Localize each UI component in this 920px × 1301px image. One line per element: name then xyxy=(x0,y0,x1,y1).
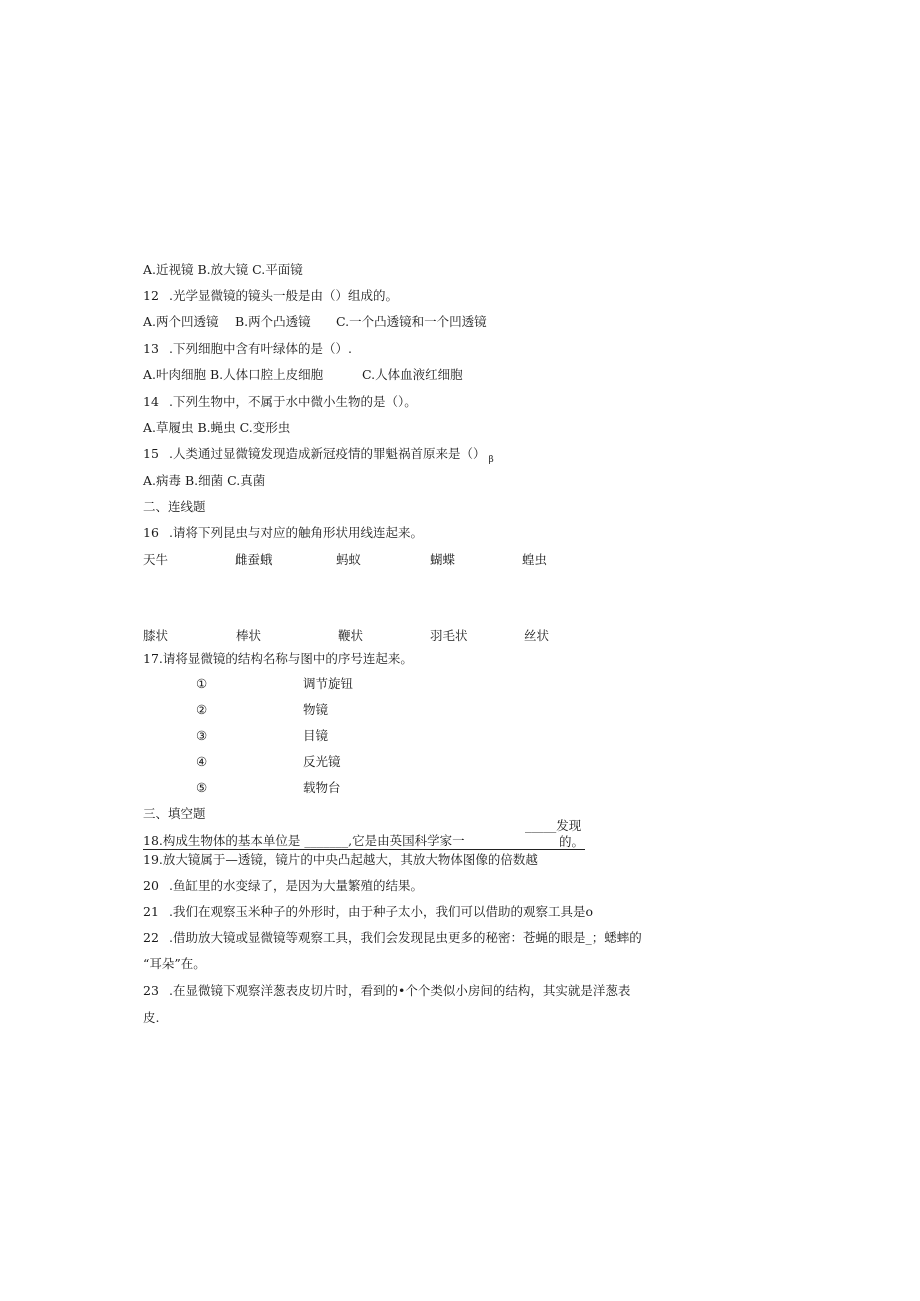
question-23-continued: 皮. xyxy=(143,1010,160,1025)
q17-part: 调节旋钮 xyxy=(303,676,354,691)
question-number: 20 xyxy=(143,878,159,893)
question-number: 13 xyxy=(143,341,159,356)
q17-part: 物镜 xyxy=(303,702,329,717)
q18-right-top: _____发现 xyxy=(525,818,582,833)
section-3-heading: 三、填空题 xyxy=(143,806,206,821)
question-text: .人类通过显微镜发现造成新冠疫情的罪魁祸首原来是（） xyxy=(169,446,486,461)
question-number: 21 xyxy=(143,904,159,919)
antenna-shape: 羽毛状 xyxy=(430,628,468,643)
question-19: 19.放大镜属于—透镜，镜片的中央凸起越大，其放大物体图像的倍数越 xyxy=(143,852,538,867)
question-15 xyxy=(143,446,494,468)
question-text: .借助放大镜或显微镜等观察工具，我们会发现昆虫更多的秘密：苍蝇的眼是_；蟋蟀的 xyxy=(169,930,642,945)
q17-number: ④ xyxy=(196,754,208,769)
question-text: .在显微镜下观察洋葱表皮切片时，看到的•个个类似小房间的结构，其实就是洋葱表 xyxy=(169,983,631,998)
insect-item: 天牛 xyxy=(143,552,169,567)
question-18: 18.构成生物体的基本单位是 _______,它是由英国科学家一 xyxy=(143,833,465,848)
q17-number: ② xyxy=(196,702,208,717)
q15-options: A.病毒 B.细菌 C.真菌 xyxy=(143,473,266,488)
q17-number: ① xyxy=(196,676,208,691)
stray-mark: β xyxy=(488,454,494,465)
question-text: .请将下列昆虫与对应的触角形状用线连起来。 xyxy=(169,525,423,540)
q12-option-a: A.两个凹透镜 xyxy=(143,314,219,329)
q17-part: 目镜 xyxy=(303,728,329,743)
question-text: .下列生物中，不属于水中微小生物的是（）。 xyxy=(169,394,417,409)
question-22 xyxy=(143,930,642,946)
question-number: 22 xyxy=(143,930,159,945)
q12-option-b: B.两个凸透镜 xyxy=(235,314,311,329)
antenna-shape: 丝状 xyxy=(524,628,550,643)
q17-number: ⑤ xyxy=(196,780,208,795)
q18-right-bottom: 的。 xyxy=(559,834,585,849)
question-number: 15 xyxy=(143,446,159,461)
insect-item: 蚂蚁 xyxy=(336,552,362,567)
q11-options: A.近视镜 B.放大镜 C.平面镜 xyxy=(143,262,303,277)
question-text: .下列细胞中含有叶绿体的是（）. xyxy=(169,341,352,356)
antenna-shape: 鞭状 xyxy=(338,628,364,643)
q17-part: 载物台 xyxy=(303,780,341,795)
question-22-continued: “耳朵”在。 xyxy=(143,956,206,971)
q13-option-c: C.人体血液红细胞 xyxy=(362,367,463,382)
question-number: 14 xyxy=(143,394,159,409)
q13-option-ab: A.叶肉细胞 B.人体口腔上皮细胞 xyxy=(143,367,324,382)
question-20 xyxy=(143,878,423,894)
question-text: .我们在观察玉米种子的外形时，由于种子太小，我们可以借助的观察工具是o xyxy=(169,904,594,919)
question-17: 17.请将显微镜的结构名称与图中的序号连起来。 xyxy=(143,651,413,666)
antenna-shape: 棒状 xyxy=(236,628,262,643)
underline-rule xyxy=(143,849,585,850)
insect-item: 蝴蝶 xyxy=(430,552,456,567)
insect-item: 雌蚕蛾 xyxy=(235,552,273,567)
question-23 xyxy=(143,983,630,999)
question-text: .鱼缸里的水变绿了，是因为大量繁殖的结果。 xyxy=(169,878,423,893)
antenna-shape: 膝状 xyxy=(143,628,169,643)
insect-item: 蝗虫 xyxy=(522,552,548,567)
question-number: 12 xyxy=(143,288,159,303)
question-14 xyxy=(143,394,417,410)
question-21 xyxy=(143,904,593,920)
q17-part: 反光镜 xyxy=(303,754,341,769)
section-2-heading: 二、连线题 xyxy=(143,499,206,514)
question-text: .光学显微镜的镜头一般是由（）组成的。 xyxy=(169,288,398,303)
question-number: 23 xyxy=(143,983,159,998)
question-13 xyxy=(143,341,352,357)
question-16 xyxy=(143,525,423,541)
question-12 xyxy=(143,288,398,304)
q17-number: ③ xyxy=(196,728,208,743)
q14-options: A.草履虫 B.蝇虫 C.变形虫 xyxy=(143,420,291,435)
question-number: 16 xyxy=(143,525,159,540)
q12-option-c: C.一个凸透镜和一个凹透镜 xyxy=(336,314,487,329)
